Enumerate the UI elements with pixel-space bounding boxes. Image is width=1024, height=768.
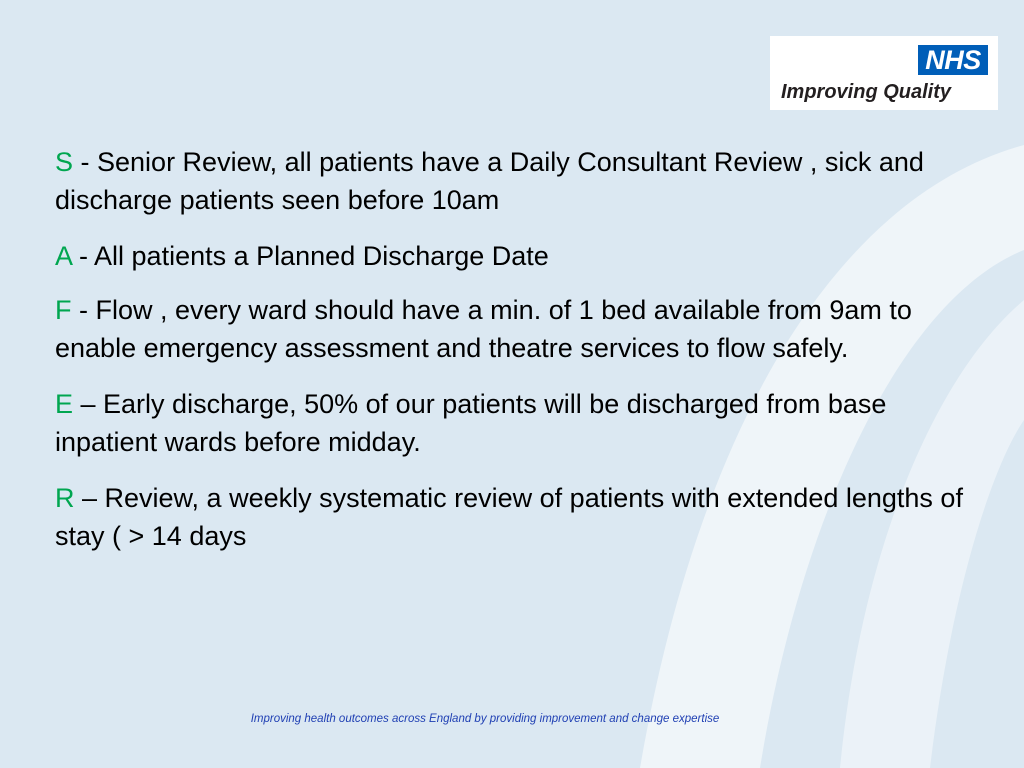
list-item-r xyxy=(55,479,970,555)
list-item-a xyxy=(55,237,970,275)
item-letter: R xyxy=(55,483,75,513)
safer-bundle-list xyxy=(55,143,970,573)
item-letter: F xyxy=(55,295,72,325)
item-text: - Senior Review, all patients have a Daily Consultant Review , sick and discharge patients seen before 10am xyxy=(55,147,924,215)
item-letter: S xyxy=(55,147,74,177)
item-letter: A xyxy=(55,241,72,271)
footer-tagline: Improving health outcomes across England by providing improvement and change expertise xyxy=(250,713,720,725)
item-text: – Early discharge, 50% of our patients will be discharged from base inpatient wards before midday. xyxy=(55,389,887,457)
logo-subtitle: Improving Quality xyxy=(781,81,952,103)
nhs-brand-mark: NHS xyxy=(918,45,988,75)
nhs-logo xyxy=(770,36,998,110)
item-letter: E xyxy=(55,389,74,419)
list-item-s xyxy=(55,143,970,219)
list-item-f xyxy=(55,291,970,367)
item-text: - All patients a Planned Discharge Date xyxy=(71,241,549,271)
item-text: - Flow , every ward should have a min. of 1 bed available from 9am to enable emergency assessment and theatre services to flow safely. xyxy=(55,295,912,363)
item-text: – Review, a weekly systematic review of patients with extended lengths of stay ( > 14 days xyxy=(55,483,963,551)
list-item-e xyxy=(55,385,970,461)
